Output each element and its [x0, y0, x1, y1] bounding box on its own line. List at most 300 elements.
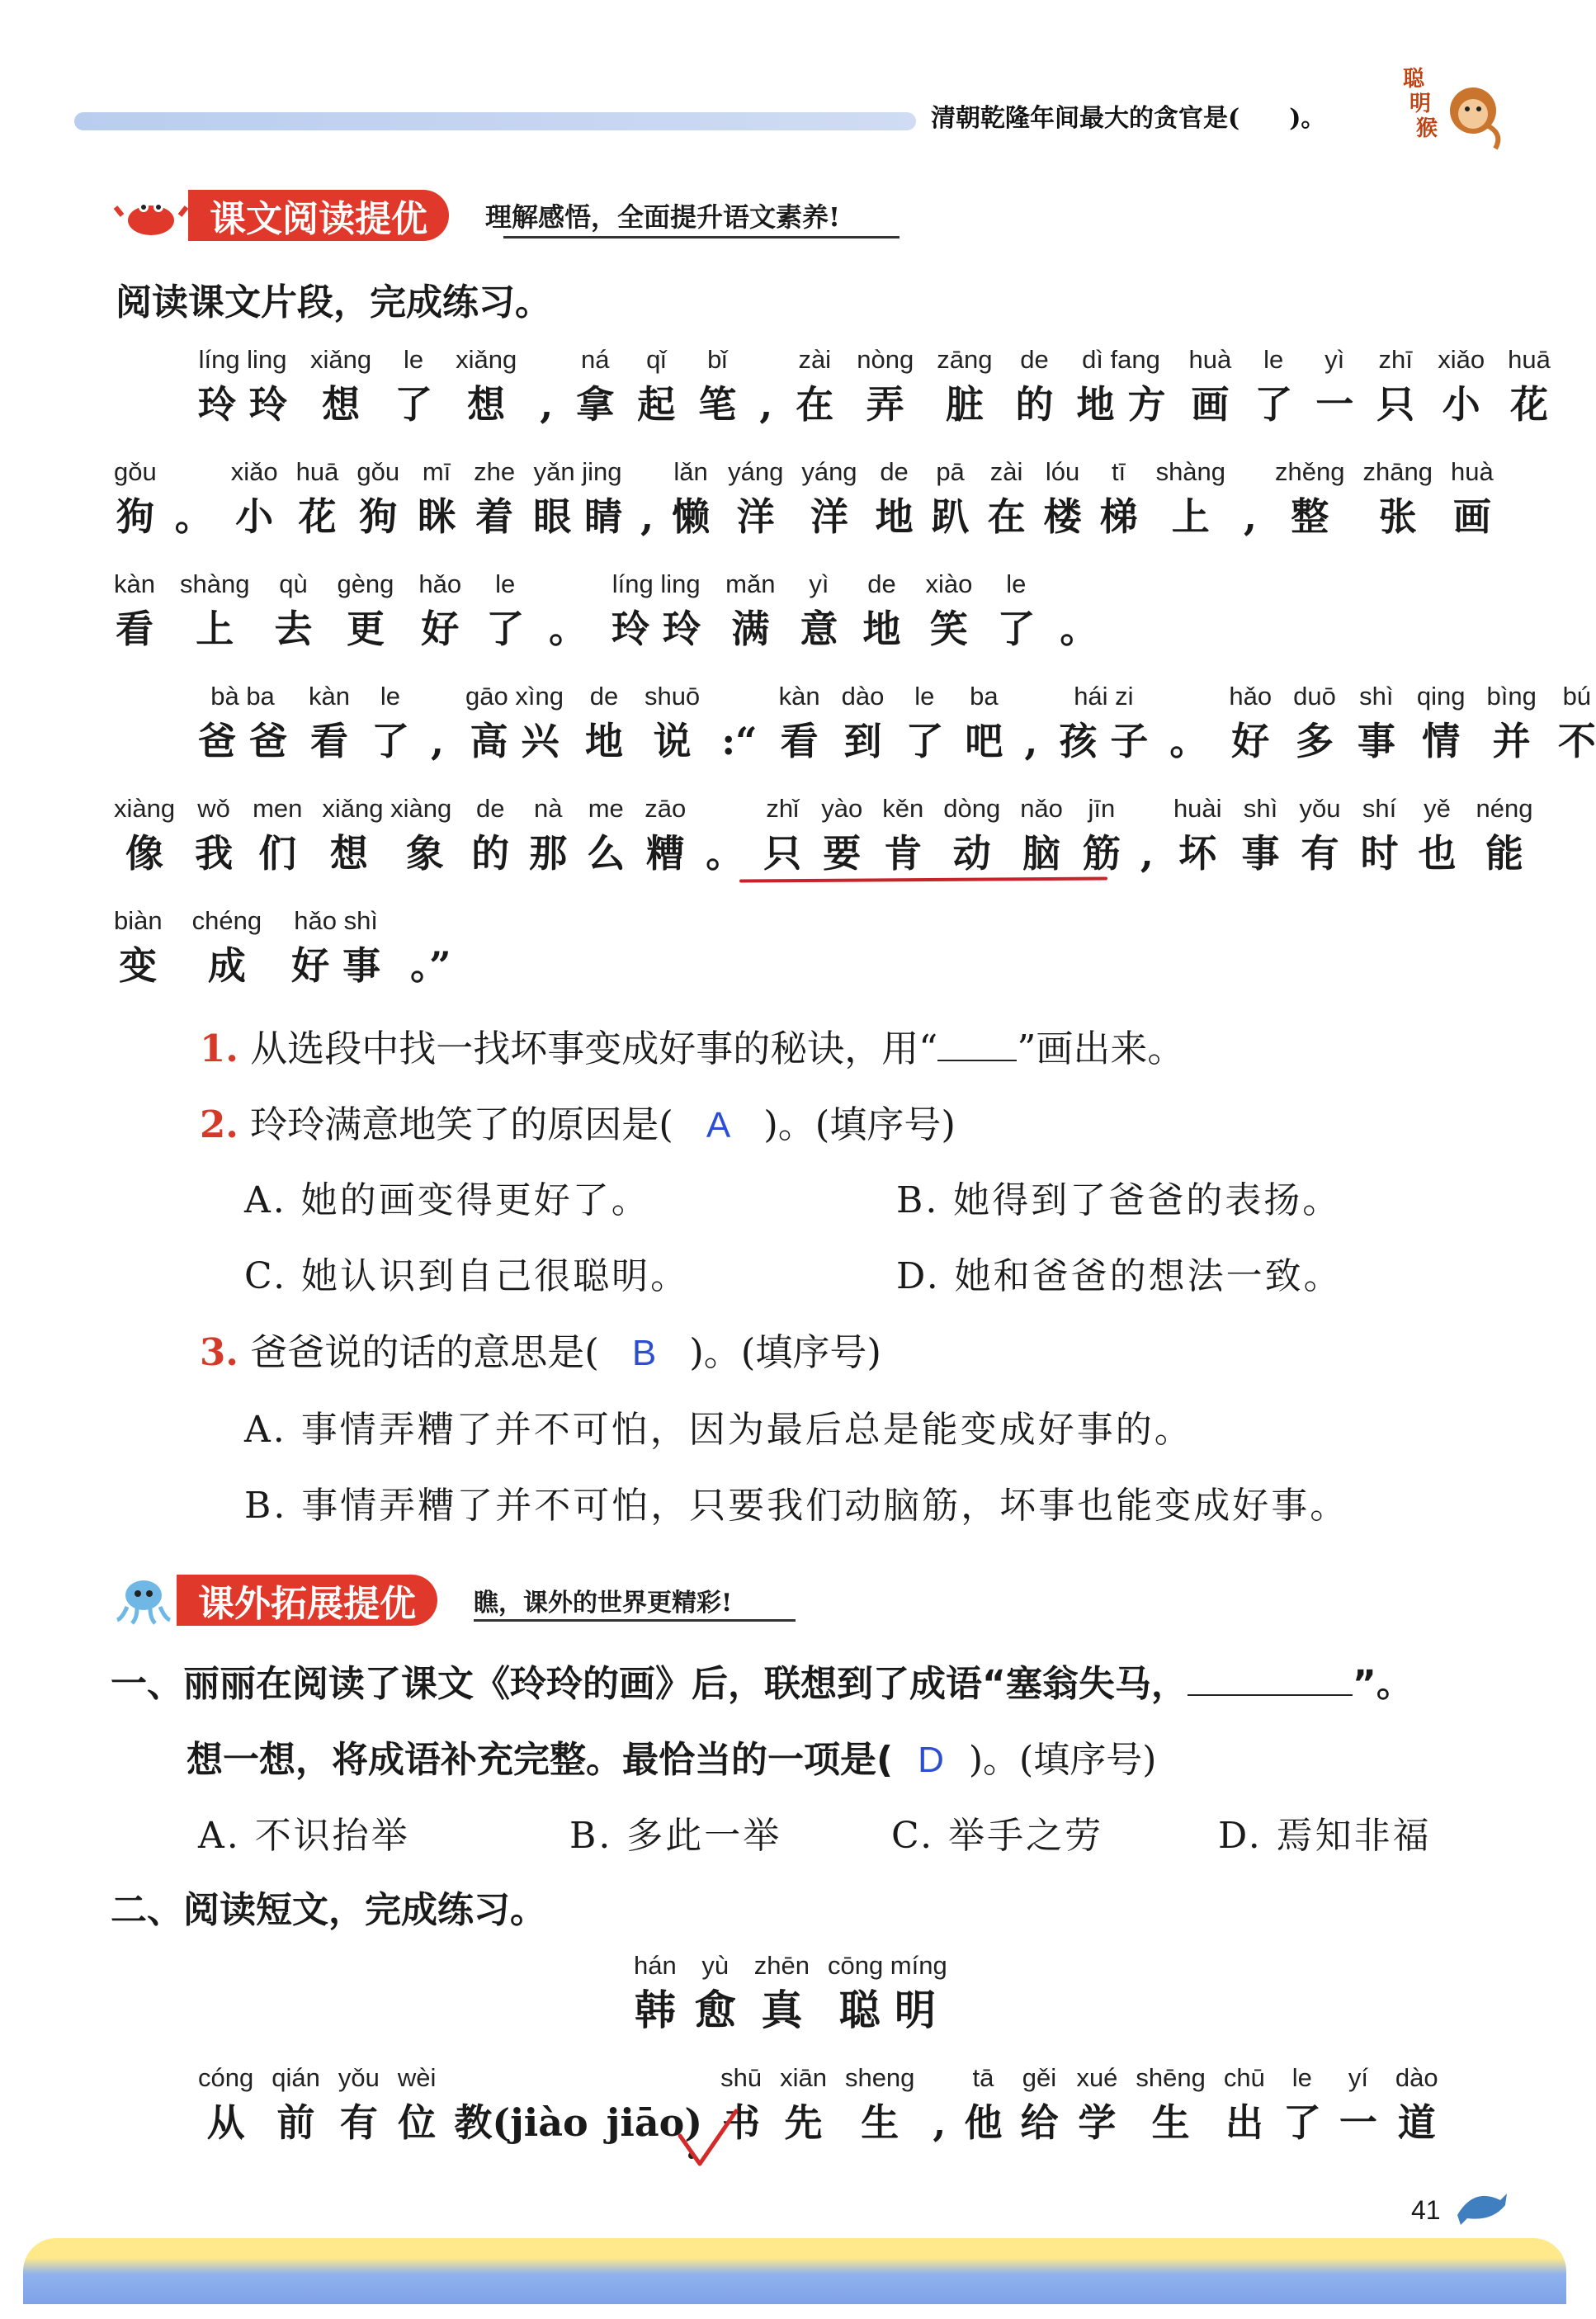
hanzi-text: :“	[721, 719, 758, 763]
pinyin-text: le	[404, 345, 424, 374]
pinyin-text: tā	[972, 2063, 994, 2092]
question-text: 爸爸说的话的意思是(	[250, 1330, 599, 1374]
hanzi-text: 看	[310, 719, 348, 763]
hanzi-text: 生	[1151, 2100, 1190, 2145]
pinyin-text: zài	[798, 345, 832, 374]
footer-band	[23, 2238, 1566, 2304]
octopus-icon	[111, 1575, 177, 1625]
pinyin-char-cell	[637, 342, 675, 431]
pinyin-char-cell	[198, 342, 287, 431]
hanzi-text: 了	[1282, 2100, 1321, 2145]
hanzi-text: 先	[784, 2100, 823, 2145]
hanzi-text: 着	[475, 494, 514, 539]
question-text: 玲玲满意地笑了的原因是(	[250, 1103, 673, 1146]
pinyin-text: dòng	[943, 794, 1001, 823]
question-text: ”画出来。	[1017, 1027, 1185, 1070]
hanzi-text: 聪 明	[838, 1986, 937, 2034]
pinyin-text: gāo xìng	[465, 682, 564, 711]
pinyin-char-cell	[842, 678, 885, 767]
hanzi-text: ,	[1140, 831, 1154, 876]
hanzi-text: 成	[207, 943, 246, 988]
pinyin-text: néng	[1476, 794, 1533, 823]
hanzi-text: 前	[276, 2100, 315, 2145]
banner-underline	[474, 1619, 796, 1622]
hanzi-text: 好 事	[291, 943, 381, 988]
answer-mark: D	[918, 1740, 944, 1780]
pinyin-text: kàn	[309, 682, 350, 711]
pinyin-text: le	[1263, 345, 1284, 374]
svg-text:明: 明	[1409, 92, 1432, 116]
hanzi-text: 愈	[694, 1986, 736, 2034]
pinyin-text: huà	[1450, 457, 1494, 486]
pinyin-char-cell	[296, 454, 339, 543]
pinyin-char-cell	[1100, 454, 1138, 543]
pinyin-char-cell	[474, 454, 515, 543]
pinyin-text: nòng	[857, 345, 914, 374]
option: A. 不识抬举	[198, 1815, 410, 1857]
hanzi-text: 上	[1171, 494, 1210, 539]
svg-text:聪: 聪	[1403, 67, 1425, 92]
question-number: 3.	[200, 1330, 238, 1374]
pinyin-char-cell	[1254, 342, 1292, 431]
hanzi-text: 一	[1315, 382, 1354, 427]
hanzi-text: 意	[800, 607, 838, 651]
pinyin-char-cell	[1476, 791, 1533, 880]
pinyin-text: shàng	[179, 569, 250, 598]
pinyin-text: sheng	[844, 2063, 915, 2092]
pinyin-char-cell	[576, 342, 614, 431]
section-banner-label: 课外拓展提优	[177, 1575, 437, 1626]
pinyin-text: ná	[581, 345, 610, 374]
hanzi-text: 动	[952, 831, 991, 876]
hanzi-text: 整	[1291, 494, 1329, 539]
pinyin-char-cell	[780, 2060, 827, 2149]
hanzi-text: 变	[119, 943, 158, 988]
pinyin-text: huài	[1173, 794, 1222, 823]
pinyin-char-cell	[114, 454, 157, 543]
pinyin-char-cell	[698, 342, 736, 431]
pinyin-text: yì	[809, 569, 829, 598]
hanzi-text: 好	[421, 607, 460, 651]
pinyin-char-cell	[274, 566, 312, 655]
hanzi-text: 好	[1231, 719, 1270, 763]
hanzi-text: 玲 玲	[611, 607, 701, 651]
hanzi-text: 事	[1241, 831, 1280, 876]
pinyin-char-cell	[965, 678, 1003, 767]
hanzi-text: 生	[861, 2100, 900, 2145]
question-number: 2.	[200, 1103, 238, 1146]
option: B. 多此一举	[569, 1815, 782, 1857]
pinyin-text: qù	[279, 569, 308, 598]
hanzi-text: 坏	[1178, 831, 1217, 876]
pinyin-char-cell	[310, 342, 371, 431]
pinyin-text: yáng	[728, 457, 784, 486]
hanzi-text: 拿	[576, 382, 615, 427]
hanzi-text: 地	[862, 607, 901, 651]
pinyin-char-cell	[322, 791, 451, 880]
hanzi-text: 。	[1060, 607, 1098, 651]
hanzi-text: 懒	[672, 494, 711, 539]
pinyin-text: duō	[1293, 682, 1336, 711]
hanzi-text: 道	[1397, 2100, 1436, 2145]
hanzi-text: 不	[1557, 719, 1596, 763]
hanzi-text: 也	[1418, 831, 1457, 876]
answer-mark: B	[631, 1333, 657, 1373]
hanzi-text: 吧	[965, 719, 1003, 763]
passage-line-1	[198, 342, 1551, 431]
pinyin-text: jīn	[1088, 794, 1116, 823]
pinyin-char-cell	[706, 791, 744, 880]
hanzi-text: 起	[637, 382, 676, 427]
pinyin-char-cell	[857, 342, 914, 431]
hanzi-text: 画	[1452, 494, 1491, 539]
pinyin-text: bǐ	[707, 345, 728, 374]
pinyin-text: gěi	[1022, 2063, 1057, 2092]
hanzi-text: 学	[1078, 2100, 1117, 2145]
hanzi-text: 他	[964, 2100, 1003, 2145]
pinyin-char-cell	[231, 454, 278, 543]
pinyin-char-cell	[1363, 454, 1433, 543]
pinyin-text: biàn	[114, 906, 163, 935]
pinyin-text: wǒ	[197, 794, 230, 823]
hanzi-text: 满	[731, 607, 770, 651]
pinyin-text: nà	[534, 794, 563, 823]
pinyin-char-cell	[1136, 2060, 1205, 2149]
pinyin-char-cell	[876, 454, 914, 543]
pinyin-text: cóng	[198, 2063, 254, 2092]
pinyin-text: gǒu	[114, 457, 157, 486]
pinyin-text: zāng	[937, 345, 993, 374]
pinyin-char-cell	[1024, 678, 1037, 767]
hanzi-text: ,	[540, 382, 554, 427]
hanzi-text: 笑	[929, 607, 968, 651]
pinyin-char-cell	[1293, 678, 1336, 767]
question-text: )。(填序号)	[968, 1739, 1157, 1781]
pinyin-char-cell	[1508, 342, 1551, 431]
pinyin-char-cell	[1486, 678, 1536, 767]
hanzi-text: 高 兴	[470, 719, 560, 763]
question-text: )。(填序号)	[689, 1330, 881, 1374]
pinyin-char-cell	[1188, 342, 1231, 431]
question-text: ”。	[1352, 1663, 1413, 1705]
pinyin-text: xué	[1076, 2063, 1118, 2092]
hanzi-text: 有	[339, 2100, 378, 2145]
pinyin-char-cell	[695, 1948, 736, 2037]
hanzi-text: 在	[987, 494, 1026, 539]
pinyin-text: zhe	[474, 457, 516, 486]
hanzi-text: 了	[1254, 382, 1293, 427]
pinyin-text: mī	[422, 457, 451, 486]
pinyin-text: shì	[1359, 682, 1394, 711]
hanzi-text: 上	[196, 607, 234, 651]
pinyin-text: yí	[1348, 2063, 1368, 2092]
pinyin-text: dào	[1395, 2063, 1438, 2092]
pinyin-text: chū	[1223, 2063, 1265, 2092]
pinyin-char-cell	[862, 566, 900, 655]
pinyin-text: bà ba	[210, 682, 275, 711]
pinyin-text: xiǎng xiàng	[322, 794, 452, 823]
pinyin-text: shēng	[1136, 2063, 1206, 2092]
pinyin-text: hái zi	[1074, 682, 1134, 711]
pinyin-char-cell	[933, 2060, 946, 2149]
hanzi-text: 洋	[810, 494, 848, 539]
header-band	[74, 112, 916, 130]
pinyin-char-cell	[943, 791, 1000, 880]
pinyin-char-cell	[800, 566, 838, 655]
passage-line-2	[114, 454, 1494, 543]
hanzi-text: ,	[1024, 719, 1038, 763]
option: B. 她得到了爸爸的表扬。	[896, 1179, 1342, 1221]
hanzi-text: 糟	[646, 831, 685, 876]
pinyin-char-cell	[988, 454, 1026, 543]
hanzi-text: 眼 睛	[533, 494, 623, 539]
hanzi-text: ,	[1244, 494, 1258, 539]
hanzi-text: 笔	[698, 382, 737, 427]
hanzi-text: 的	[1015, 382, 1054, 427]
pinyin-char-cell	[905, 678, 943, 767]
pinyin-char-cell	[180, 566, 249, 655]
pinyin-char-cell	[1395, 2060, 1438, 2149]
question-text: )。(填序号)	[763, 1103, 956, 1146]
pinyin-text: bú	[1562, 682, 1592, 711]
pinyin-char-cell	[192, 903, 262, 992]
pinyin-text: de	[476, 794, 505, 823]
hanzi-text: 楼	[1043, 494, 1082, 539]
pinyin-char-cell	[1076, 342, 1165, 431]
pinyin-text: nǎo	[1020, 794, 1063, 823]
pinyin-text: lǎn	[673, 457, 708, 486]
pinyin-char-cell	[645, 678, 700, 767]
pinyin-char-cell	[585, 678, 623, 767]
hanzi-text: 看	[780, 719, 819, 763]
pinyin-text: pā	[936, 457, 965, 486]
hanzi-text: 去	[274, 607, 313, 651]
hanzi-text: 地 方	[1076, 382, 1166, 427]
pinyin-char-cell	[763, 791, 801, 880]
pinyin-char-cell	[418, 454, 456, 543]
pinyin-text: de	[589, 682, 619, 711]
pinyin-char-cell	[272, 2060, 320, 2149]
pinyin-char-cell	[465, 678, 564, 767]
pinyin-char-cell	[398, 2060, 437, 2149]
pinyin-char-cell	[309, 678, 350, 767]
pinyin-text: huā	[1508, 345, 1551, 374]
pinyin-text: de	[1020, 345, 1049, 374]
section-banner-subtitle: 理解感悟，全面提升语文素养!	[485, 201, 841, 233]
pinyin-text: xiān	[780, 2063, 827, 2092]
pinyin-char-cell	[828, 1948, 947, 2037]
pinyin-text: líng ling	[198, 345, 287, 374]
pinyin-text: huà	[1188, 345, 1232, 374]
pinyin-char-cell	[1419, 791, 1457, 880]
pinyin-text: yào	[821, 794, 863, 823]
answer-mark: A	[706, 1105, 731, 1145]
hanzi-text: 画	[1191, 382, 1230, 427]
hanzi-text: 想	[322, 382, 361, 427]
page-number: 41	[1411, 2195, 1441, 2225]
option: A. 事情弄糟了并不可怕，因为最后总是能变成好事的。	[244, 1409, 1193, 1451]
ext-question-2-title: 二、阅读短文，完成练习。	[111, 1889, 546, 1931]
option: A. 她的画变得更好了。	[244, 1179, 650, 1221]
pinyin-text: le	[1006, 569, 1027, 598]
blank-line	[1188, 1666, 1353, 1696]
pinyin-char-cell	[721, 678, 757, 767]
pinyin-text: dào	[841, 682, 885, 711]
pinyin-text: le	[380, 682, 401, 711]
hanzi-text: 时	[1360, 831, 1399, 876]
reading-instruction: 阅读课文片段，完成练习。	[116, 281, 551, 324]
pinyin-char-cell	[611, 566, 701, 655]
hanzi-text: 弄	[866, 382, 904, 427]
hanzi-text: 梯	[1099, 494, 1138, 539]
pinyin-char-cell	[198, 678, 287, 767]
pinyin-char-cell	[932, 454, 970, 543]
pinyin-char-cell	[456, 342, 517, 431]
pinyin-char-cell	[754, 1948, 810, 2037]
option: C. 举手之劳	[891, 1815, 1104, 1857]
pinyin-text: le	[914, 682, 935, 711]
pinyin-char-cell	[114, 903, 163, 992]
pinyin-text: ba	[970, 682, 999, 711]
hanzi-text: 只	[763, 831, 802, 876]
pinyin-char-cell	[1076, 2060, 1117, 2149]
pinyin-char-cell	[1060, 566, 1098, 655]
hanzi-text: 在	[796, 382, 834, 427]
pinyin-char-cell	[645, 791, 686, 880]
pinyin-char-cell	[821, 791, 862, 880]
option: D. 焉知非福	[1218, 1815, 1432, 1857]
hanzi-text: 地	[875, 494, 914, 539]
header-hint: 清朝乾隆年间最大的贪官是( )。	[931, 104, 1326, 133]
pinyin-text: men	[253, 794, 303, 823]
pinyin-char-cell	[175, 454, 213, 543]
pinyin-text: xiǎng	[310, 345, 372, 374]
question-3	[200, 1322, 881, 1376]
hanzi-text: 有	[1301, 831, 1339, 876]
pinyin-char-cell	[1140, 791, 1154, 880]
pinyin-char-cell	[1244, 454, 1257, 543]
pinyin-char-cell	[371, 678, 409, 767]
hanzi-text: 花	[298, 494, 337, 539]
pinyin-char-cell	[418, 566, 461, 655]
hanzi-text: 想 象	[329, 831, 444, 876]
pinyin-char-cell	[1417, 678, 1466, 767]
pinyin-text: zhāng	[1362, 457, 1433, 486]
pinyin-text: tī	[1111, 457, 1126, 486]
pinyin-char-cell	[1558, 678, 1596, 767]
hanzi-text: 肯	[884, 831, 923, 876]
pinyin-text: lóu	[1045, 457, 1080, 486]
hanzi-text: 眯	[418, 494, 456, 539]
hanzi-text: ,	[640, 494, 654, 539]
hanzi-text: 能	[1485, 831, 1524, 876]
hanzi-text: ,	[759, 382, 773, 427]
pinyin-text: gèng	[337, 569, 394, 598]
question-1	[200, 1018, 1184, 1072]
pinyin-text: yù	[701, 1951, 730, 1980]
pinyin-char-cell	[1283, 2060, 1321, 2149]
pinyin-text: xiào	[925, 569, 973, 598]
pinyin-char-cell	[471, 791, 509, 880]
pinyin-char-cell	[454, 2060, 588, 2149]
blank-line	[937, 1032, 1017, 1061]
pinyin-char-cell	[529, 791, 567, 880]
hanzi-text: 了	[997, 607, 1036, 651]
pinyin-char-cell	[198, 2060, 253, 2149]
pinyin-char-cell	[1358, 678, 1395, 767]
pinyin-text: zhēn	[753, 1951, 810, 1980]
hanzi-text: 么	[587, 831, 626, 876]
pinyin-text: bìng	[1486, 682, 1537, 711]
pinyin-char-cell	[1015, 342, 1053, 431]
pinyin-char-cell	[925, 566, 972, 655]
pinyin-char-cell	[1156, 454, 1225, 543]
hanzi-text: 。”	[410, 943, 451, 988]
question-text: 想一想，将成语补充完整。最恰当的一项是(	[187, 1739, 894, 1781]
hanzi-text: 事	[1357, 719, 1395, 763]
pinyin-char-cell	[964, 2060, 1002, 2149]
hanzi-text: 给	[1020, 2100, 1059, 2145]
pinyin-text: cōng míng	[827, 1951, 947, 1980]
pinyin-text: yě	[1424, 794, 1451, 823]
hanzi-text: 孩 子	[1059, 719, 1149, 763]
pinyin-char-cell	[1300, 791, 1341, 880]
hanzi-text: ,	[933, 2100, 947, 2145]
pinyin-text: xiǎng	[456, 345, 517, 374]
hanzi-text: 想	[467, 382, 506, 427]
pinyin-char-cell	[728, 454, 783, 543]
pinyin-char-cell	[882, 791, 923, 880]
hanzi-text: 了	[905, 719, 944, 763]
hanzi-text: 。	[706, 831, 744, 876]
hanzi-text: 了	[486, 607, 525, 651]
pinyin-char-cell	[779, 678, 820, 767]
question-number: 1.	[200, 1027, 238, 1070]
section-banner-label: 课文阅读提优	[188, 190, 449, 241]
pinyin-text: xiǎo	[230, 457, 278, 486]
pinyin-char-cell	[1361, 791, 1399, 880]
hanzi-text: 小	[1442, 382, 1480, 427]
hanzi-text: 狗	[359, 494, 398, 539]
banner-underline	[503, 236, 900, 239]
pinyin-text: yǎn jing	[533, 457, 622, 486]
hanzi-text: 爸 爸	[198, 719, 288, 763]
pinyin-char-cell	[796, 342, 833, 431]
hanzi-text: 。	[549, 607, 588, 651]
pinyin-text: mǎn	[725, 569, 776, 598]
pinyin-text: kàn	[778, 682, 820, 711]
question-2	[200, 1094, 956, 1148]
pinyin-char-cell	[394, 342, 432, 431]
hanzi-text: 张	[1378, 494, 1417, 539]
passage-line-4	[198, 678, 1596, 767]
pinyin-text: kěn	[882, 794, 924, 823]
passage-line-5	[114, 791, 1533, 880]
pinyin-char-cell	[1044, 454, 1082, 543]
pinyin-char-cell	[337, 566, 394, 655]
pinyin-char-cell	[1020, 2060, 1058, 2149]
pinyin-text: zhī	[1378, 345, 1413, 374]
pinyin-text: xiàng	[114, 794, 176, 823]
hanzi-text: 地	[584, 719, 623, 763]
option: C. 她认识到自己很聪明。	[244, 1255, 690, 1297]
pinyin-char-cell	[640, 454, 654, 543]
pinyin-char-cell	[1229, 678, 1272, 767]
pinyin-char-cell	[672, 454, 710, 543]
pinyin-text: zhěng	[1275, 457, 1345, 486]
hanzi-text: 。	[1169, 719, 1208, 763]
pinyin-char-cell	[1376, 342, 1414, 431]
